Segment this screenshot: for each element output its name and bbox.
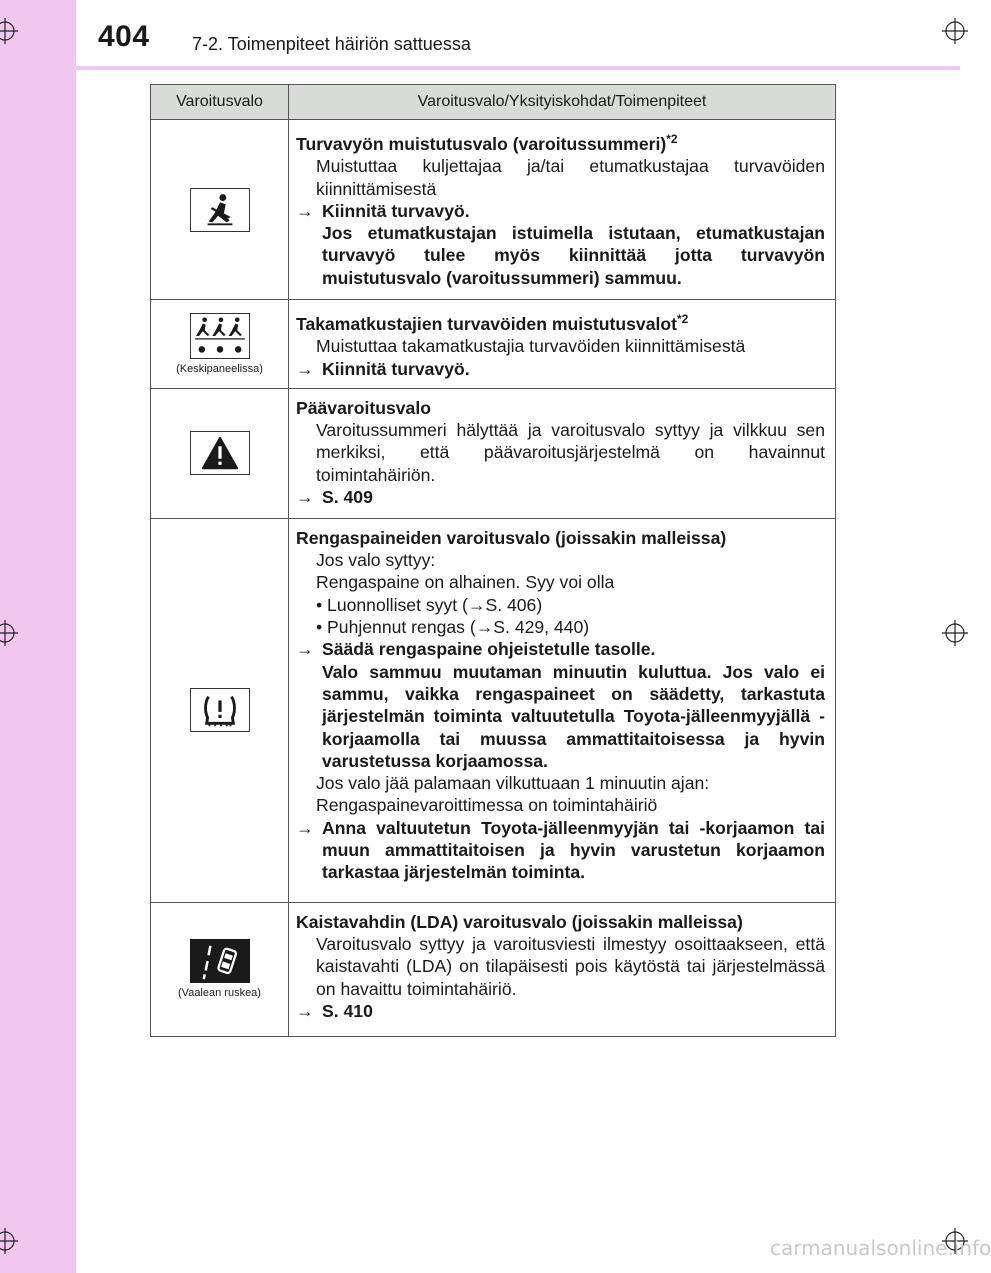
- icon-cell: [151, 388, 289, 518]
- icon-cell: [151, 902, 289, 1036]
- action-line: → S. 409: [296, 487, 373, 508]
- watermark: carmanualsonline.info: [770, 1236, 991, 1260]
- lane-departure-alert-icon: [190, 939, 250, 983]
- icon-cell: [151, 300, 289, 389]
- icon-cell: [151, 120, 289, 300]
- condition-text: Jos valo jää palamaan vilkuttuaan 1 minuutin ajan:: [316, 773, 710, 794]
- tire-pressure-warning-icon: [190, 688, 250, 732]
- condition-text: Jos valo syttyy:: [316, 550, 436, 571]
- light-title: Kaistavahdin (LDA) varoitusvalo (joissakin malleissa): [296, 911, 743, 932]
- action-line: → Anna valtuutetun Toyota-jälleenmyyjän tai -korjaamon tai muun ammattitaitoisen ja hyvin varustetun korjaamon tarkastaa järjestelmän toiminta.: [296, 817, 825, 883]
- light-description: Rengaspainevaroittimessa on toimintahäiriö: [316, 795, 658, 816]
- action-detail: Valo sammuu muutaman minuutin kuluttua. Jos valo ei sammu, vaikka rengaspaineet on säädetty, tarkastuta järjestelmän toiminta valtuutetulla Toyota-jälleenmyyjällä -korjaamolla tai muussa ammattitaitoisessa ja hyvin varustetussa korjaamossa.: [322, 661, 825, 771]
- action-line: → Säädä rengaspaine ohjeistetulle tasolle.: [296, 639, 656, 660]
- column-header: Varoitusvalo/Yksityiskohdat/Toimenpiteet: [289, 85, 836, 120]
- description-cell: [289, 120, 836, 300]
- light-title: Rengaspaineiden varoitusvalo (joissakin malleissa): [296, 527, 727, 548]
- icon-caption: (Keskipaneelissa): [176, 362, 263, 375]
- table-row: [151, 120, 836, 300]
- section-title: 7-2. Toimenpiteet häiriön sattuessa: [192, 34, 471, 54]
- light-description: Muistuttaa takamatkustajia turvavöiden kiinnittämisestä: [316, 336, 746, 357]
- light-description: Rengaspaine on alhainen. Syy voi olla: [316, 572, 615, 593]
- light-title: Päävaroitusvalo: [296, 397, 431, 418]
- description-cell: [289, 518, 836, 902]
- table-row: [151, 388, 836, 518]
- registration-mark-icon: [0, 620, 18, 646]
- rear-seatbelt-reminder-icon: [190, 313, 250, 359]
- action-line: → Kiinnitä turvavyö.: [296, 200, 470, 221]
- master-warning-icon: [190, 431, 250, 475]
- warning-light-table: [150, 84, 836, 1037]
- icon-cell: [151, 518, 289, 902]
- column-header: Varoitusvalo: [151, 85, 289, 120]
- description-cell: [289, 300, 836, 389]
- page-number: 404: [98, 20, 150, 53]
- seatbelt-reminder-icon: [190, 188, 250, 232]
- action-line: → Kiinnitä turvavyö.: [296, 358, 470, 379]
- table-row: [151, 518, 836, 902]
- description-cell: [289, 388, 836, 518]
- registration-mark-icon: [942, 18, 968, 44]
- light-description: Muistuttaa kuljettajaa ja/tai etumatkustajaa turvavöiden kiinnittämisestä: [316, 156, 825, 199]
- table-row: [151, 902, 836, 1036]
- table-header-row: [151, 85, 836, 120]
- light-description: Varoitusvalo syttyy ja varoitusviesti ilmestyy osoittaakseen, että kaistavahti (LDA) on tilapäisesti pois käytöstä tai järjestelmässä on havaittu toimintahäiriö.: [316, 934, 825, 999]
- registration-mark-icon: [942, 620, 968, 646]
- list-item: • Luonnolliset syyt (→S. 406): [316, 594, 543, 615]
- light-title: Turvavyön muistutusvalo (varoitussummeri)$^{*2}$: [296, 132, 678, 154]
- registration-mark-icon: [0, 18, 18, 44]
- description-cell: [289, 902, 836, 1036]
- action-detail: Jos etumatkustajan istuimella istutaan, etumatkustajan turvavyö tulee myös kiinnittää jotta turvavyön muistutusvalo (varoitussummeri) sammuu.: [322, 223, 825, 288]
- table-row: [151, 300, 836, 389]
- action-line: → S. 410: [296, 1001, 373, 1022]
- registration-mark-icon: [0, 1228, 18, 1254]
- icon-caption: (Vaalean ruskea): [178, 987, 261, 1000]
- light-description: Varoitussummeri hälyttää ja varoitusvalo syttyy ja vilkkuu sen merkiksi, että päävaroitusjärjestelmä on havainnut toimintahäiriön.: [316, 420, 825, 485]
- list-item: • Puhjennut rengas (→S. 429, 440): [316, 617, 590, 638]
- header-rule: [76, 66, 960, 70]
- light-title: Takamatkustajien turvavöiden muistutusvalot$^{*2}$: [296, 312, 689, 334]
